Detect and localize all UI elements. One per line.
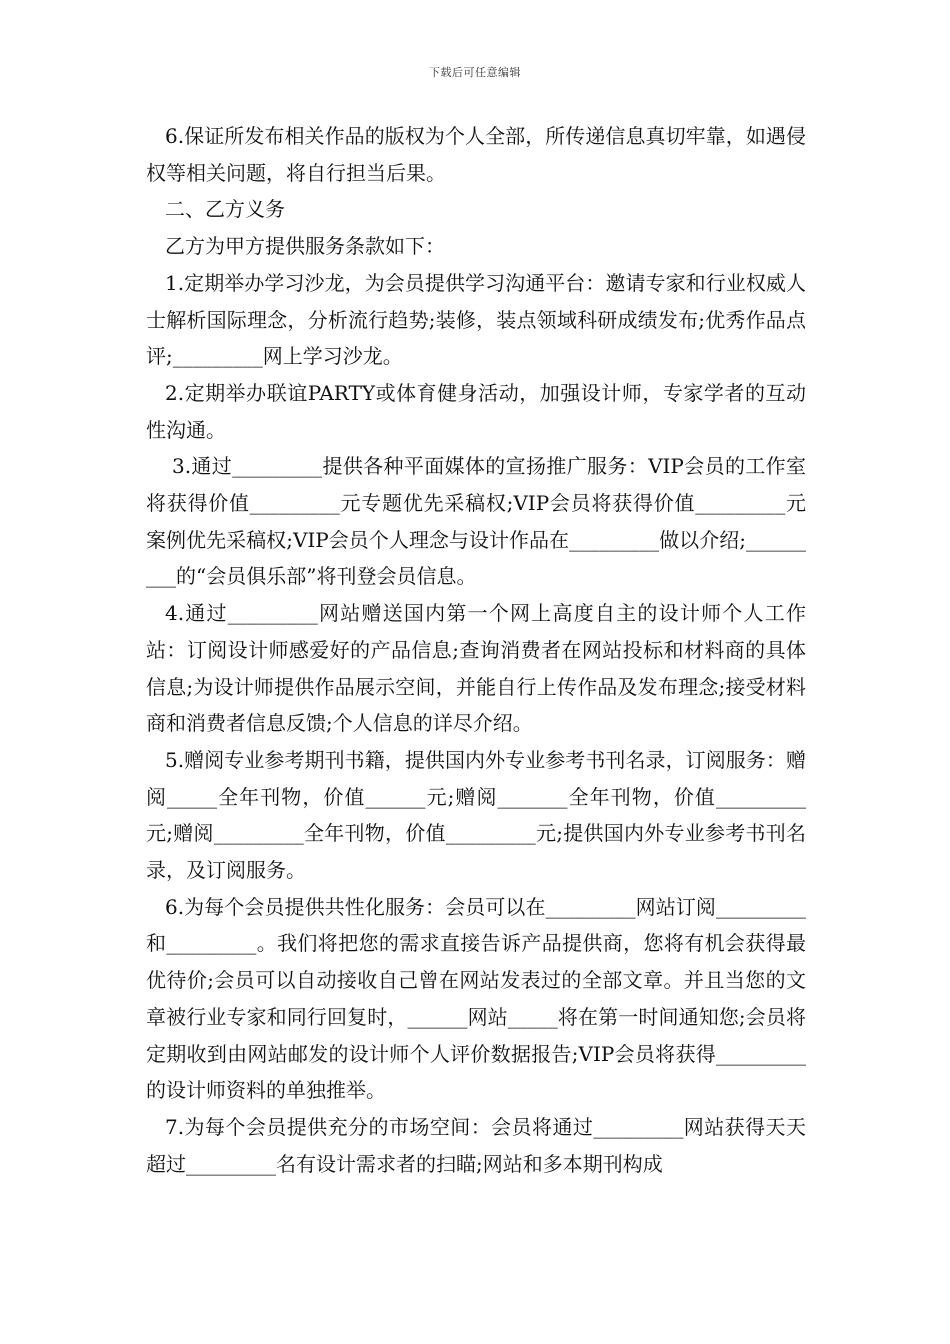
document-body (146, 118, 806, 1182)
paragraph-item-7-market: 7.为每个会员提供充分的市场空间：会员将通过_________网站获得天天超过_________名有设计需求者的扫瞄;网站和多本期刊构成 (146, 1114, 806, 1176)
paragraph-item-1-salon: 1.定期举办学习沙龙，为会员提供学习沟通平台：邀请专家和行业权威人士解析国际理念，分析流行趋势;装修，装点领域科研成绩发布;优秀作品点评;_________网上学习沙龙。 (146, 270, 806, 369)
paragraph-item-5-periodicals: 5.赠阅专业参考期刊书籍，提供国内外专业参考书刊名录，订阅服务：赠阅_____全年刊物，价值______元;赠阅_______全年刊物，价值_________元;赠阅_________全年刊物，价值_________元;提供国内外专业参考书刊名录，及订阅服务。 (146, 747, 806, 883)
paragraph-item-6-personalized: 6.为每个会员提供共性化服务：会员可以在_________网站订阅_________和_________。我们将把您的需求直接告诉产品提供商，您将有机会获得最优待价;会员可以自动接收自己曾在网站发表过的全部文章。并且当您的文章被行业专家和同行回复时，______网站_____将在第一时间通知您;会员将定期收到由网站邮发的设计师个人评价数据报告;VIP会员将获得_________的设计师资料的单独推举。 (146, 894, 806, 1103)
paragraph-item-2-party: 2.定期举办联谊PARTY或体育健身活动，加强设计师，专家学者的互动性沟通。 (146, 380, 806, 442)
paragraph-item-3-media: 3.通过_________提供各种平面媒体的宣扬推广服务：VIP会员的工作室将获得价值_________元专题优先采稿权;VIP会员将获得价值_________元案例优先采稿权;VIP会员个人理念与设计作品在_________做以介绍;_________的“会员俱乐部”将刊登会员信息。 (146, 454, 806, 589)
paragraph-copyright-clause: 6.保证所发布相关作品的版权为个人全部，所传递信息真切牢靠，如遇侵权等相关问题，将自行担当后果。 (146, 124, 806, 185)
paragraph-service-intro: 乙方为甲方提供服务条款如下： (165, 234, 445, 259)
section-heading-party-b-obligations: 二、乙方义务 (165, 197, 285, 222)
page-header: 下载后可任意编辑 (429, 66, 521, 79)
paragraph-item-4-workstation: 4.通过_________网站赠送国内第一个网上高度自主的设计师个人工作站：订阅设计师感爱好的产品信息;查询消费者在网站投标和材料商的具体信息;为设计师提供作品展示空间，并能自行上传作品及发布理念;接受材料商和消费者信息反馈;个人信息的详尽介绍。 (146, 601, 806, 736)
